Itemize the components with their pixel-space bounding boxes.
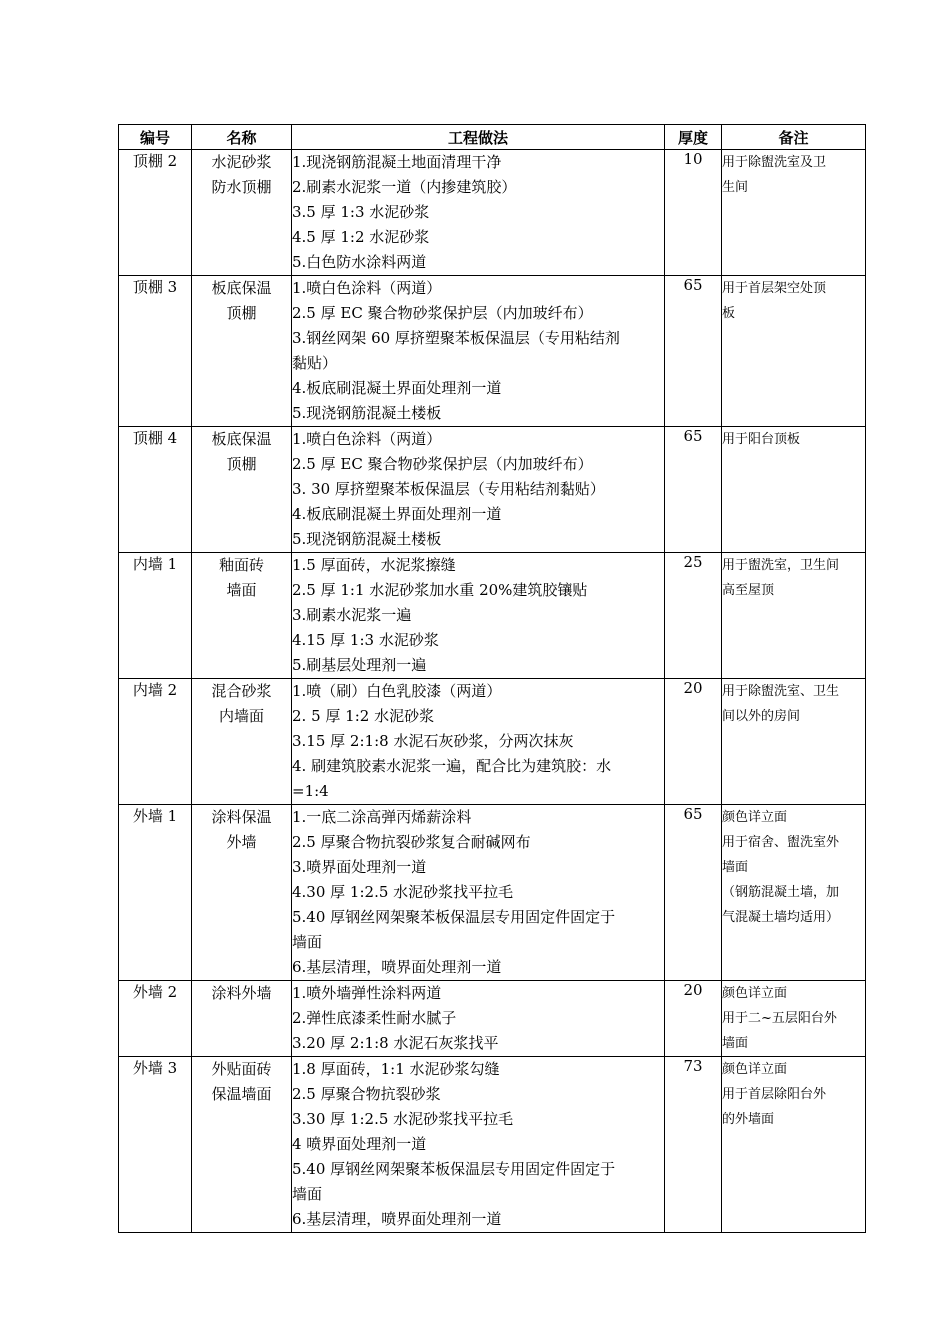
cell-code: 内墙 1 — [119, 553, 192, 679]
table-row — [119, 553, 866, 679]
cell-method — [292, 805, 665, 981]
table-row — [119, 805, 866, 981]
method-step: 5.刷基层处理剂一遍 — [292, 656, 427, 674]
note-line: 用于首层架空处顶 — [722, 281, 827, 296]
name-line: 涂料保温 — [211, 808, 272, 826]
note-line: 用于盥洗室，卫生间 — [722, 558, 840, 573]
method-step: 4.板底刷混凝土界面处理剂一道 — [292, 505, 502, 523]
cell-thickness: 65 — [665, 427, 722, 553]
cell-code: 外墙 3 — [119, 1057, 192, 1233]
table-row — [119, 427, 866, 553]
note-line: 颜色详立面 — [722, 1062, 788, 1077]
method-step: 1.喷（刷）白色乳胶漆（两道） — [292, 682, 502, 700]
cell-thickness: 25 — [665, 553, 722, 679]
method-step: 1.8 厚面砖，1:1 水泥砂浆勾缝 — [292, 1060, 500, 1078]
table-row — [119, 679, 866, 805]
cell-thickness: 65 — [665, 805, 722, 981]
method-step: 1.喷白色涂料（两道） — [292, 279, 442, 297]
header-method: 工程做法 — [292, 125, 665, 150]
table-row — [119, 150, 866, 276]
note-line: 颜色详立面 — [722, 986, 788, 1001]
cell-name — [192, 150, 292, 276]
cell-method — [292, 276, 665, 427]
method-step: 6.基层清理，喷界面处理剂一道 — [292, 958, 502, 976]
note-line: （钢筋混凝土墙，加 — [722, 885, 840, 900]
method-step: 2.弹性底漆柔性耐水腻子 — [292, 1009, 457, 1027]
method-step: 2. 5 厚 1:2 水泥砂浆 — [292, 707, 435, 725]
method-step: 1.一底二涂高弹丙烯薪涂料 — [292, 808, 472, 826]
method-step: 墙面 — [292, 933, 323, 951]
note-line: 用于宿舍、盥洗室外 — [722, 835, 840, 850]
note-line: 用于二~五层阳台外 — [722, 1011, 837, 1026]
cell-method — [292, 427, 665, 553]
method-step: 4.5 厚 1:2 水泥砂浆 — [292, 228, 430, 246]
name-line: 釉面砖 — [218, 556, 264, 574]
method-step: 2.5 厚 1:1 水泥砂浆加水重 20%建筑胶镶贴 — [292, 581, 588, 599]
cell-thickness: 73 — [665, 1057, 722, 1233]
method-step: 3.30 厚 1:2.5 水泥砂浆找平拉毛 — [292, 1110, 514, 1128]
method-step: 3.15 厚 2:1:8 水泥石灰砂浆，分两次抹灰 — [292, 732, 574, 750]
cell-note — [722, 679, 866, 805]
method-step: 4.板底刷混凝土界面处理剂一道 — [292, 379, 502, 397]
note-line: 用于首层除阳台外 — [722, 1087, 827, 1102]
method-step: 墙面 — [292, 1185, 323, 1203]
cell-name — [192, 1057, 292, 1233]
note-line: 墙面 — [722, 860, 749, 875]
method-step: 1.现浇钢筋混凝土地面清理干净 — [292, 153, 502, 171]
note-line: 用于除盥洗室、卫生 — [722, 684, 840, 699]
method-step: 4. 刷建筑胶素水泥浆一遍，配合比为建筑胶：水 — [292, 757, 612, 775]
cell-thickness: 20 — [665, 679, 722, 805]
name-line: 墙面 — [226, 581, 257, 599]
method-step: 2.刷素水泥浆一道（内掺建筑胶） — [292, 178, 517, 196]
cell-note — [722, 276, 866, 427]
header-code: 编号 — [119, 125, 192, 150]
method-step: 5.40 厚钢丝网架聚苯板保温层专用固定件固定于 — [292, 908, 616, 926]
cell-code: 外墙 1 — [119, 805, 192, 981]
table-body — [119, 150, 866, 1233]
method-step: 5.40 厚钢丝网架聚苯板保温层专用固定件固定于 — [292, 1160, 616, 1178]
method-step: =1:4 — [292, 782, 329, 800]
cell-method — [292, 679, 665, 805]
cell-code: 顶棚 3 — [119, 276, 192, 427]
cell-name — [192, 276, 292, 427]
method-step: 2.5 厚聚合物抗裂砂浆复合耐碱网布 — [292, 833, 531, 851]
name-line: 保温墙面 — [211, 1085, 272, 1103]
table-row — [119, 981, 866, 1057]
method-step: 3.喷界面处理剂一道 — [292, 858, 427, 876]
cell-name — [192, 553, 292, 679]
cell-method — [292, 1057, 665, 1233]
method-step: 3. 30 厚挤塑聚苯板保温层（专用粘结剂黏贴） — [292, 480, 605, 498]
name-line: 防水顶棚 — [211, 178, 272, 196]
cell-method — [292, 553, 665, 679]
method-step: 5.现浇钢筋混凝土楼板 — [292, 404, 442, 422]
name-line: 外贴面砖 — [211, 1060, 272, 1078]
cell-thickness: 10 — [665, 150, 722, 276]
name-line: 混合砂浆 — [211, 682, 272, 700]
cell-name — [192, 805, 292, 981]
header-thickness: 厚度 — [665, 125, 722, 150]
method-step: 黏贴） — [292, 354, 338, 372]
note-line: 板 — [722, 306, 736, 321]
name-line: 内墙面 — [218, 707, 264, 725]
method-step: 1.喷白色涂料（两道） — [292, 430, 442, 448]
cell-note — [722, 805, 866, 981]
name-line: 水泥砂浆 — [211, 153, 272, 171]
note-line: 用于阳台顶板 — [722, 432, 801, 447]
note-line: 颜色详立面 — [722, 810, 788, 825]
construction-spec-table — [118, 124, 866, 1233]
method-step: 2.5 厚 EC 聚合物砂浆保护层（内加玻纤布） — [292, 455, 593, 473]
method-step: 3.钢丝网架 60 厚挤塑聚苯板保温层（专用粘结剂 — [292, 329, 620, 347]
cell-note — [722, 1057, 866, 1233]
cell-code: 内墙 2 — [119, 679, 192, 805]
cell-code: 顶棚 2 — [119, 150, 192, 276]
method-step: 2.5 厚 EC 聚合物砂浆保护层（内加玻纤布） — [292, 304, 593, 322]
method-step: 3.20 厚 2:1:8 水泥石灰浆找平 — [292, 1034, 499, 1052]
note-line: 间以外的房间 — [722, 709, 801, 724]
note-line: 的外墙面 — [722, 1112, 775, 1127]
note-line: 生间 — [722, 180, 749, 195]
method-step: 1.5 厚面砖，水泥浆擦缝 — [292, 556, 456, 574]
name-line: 涂料外墙 — [211, 984, 272, 1002]
name-line: 外墙 — [226, 833, 257, 851]
table-row — [119, 1057, 866, 1233]
cell-name — [192, 679, 292, 805]
table-header-row — [119, 125, 866, 150]
cell-name — [192, 981, 292, 1057]
method-step: 1.喷外墙弹性涂料两道 — [292, 984, 442, 1002]
method-step: 2.5 厚聚合物抗裂砂浆 — [292, 1085, 441, 1103]
cell-name — [192, 427, 292, 553]
cell-code: 外墙 2 — [119, 981, 192, 1057]
method-step: 6.基层清理，喷界面处理剂一道 — [292, 1210, 502, 1228]
cell-thickness: 65 — [665, 276, 722, 427]
name-line: 板底保温 — [211, 279, 272, 297]
method-step: 3.5 厚 1:3 水泥砂浆 — [292, 203, 430, 221]
method-step: 5.现浇钢筋混凝土楼板 — [292, 530, 442, 548]
method-step: 3.刷素水泥浆一遍 — [292, 606, 412, 624]
name-line: 板底保温 — [211, 430, 272, 448]
cell-method — [292, 150, 665, 276]
note-line: 墙面 — [722, 1036, 749, 1051]
cell-thickness: 20 — [665, 981, 722, 1057]
cell-note — [722, 553, 866, 679]
cell-note — [722, 150, 866, 276]
method-step: 4.15 厚 1:3 水泥砂浆 — [292, 631, 439, 649]
table-row — [119, 276, 866, 427]
header-note: 备注 — [722, 125, 866, 150]
method-step: 4.30 厚 1:2.5 水泥砂浆找平拉毛 — [292, 883, 514, 901]
note-line: 气混凝土墙均适用） — [722, 910, 840, 925]
header-name: 名称 — [192, 125, 292, 150]
cell-note — [722, 427, 866, 553]
cell-method — [292, 981, 665, 1057]
name-line: 顶棚 — [226, 304, 257, 322]
name-line: 顶棚 — [226, 455, 257, 473]
note-line: 用于除盥洗室及卫 — [722, 155, 827, 170]
method-step: 4 喷界面处理剂一道 — [292, 1135, 427, 1153]
cell-note — [722, 981, 866, 1057]
note-line: 高至屋顶 — [722, 583, 775, 598]
cell-code: 顶棚 4 — [119, 427, 192, 553]
method-step: 5.白色防水涂料两道 — [292, 253, 427, 271]
